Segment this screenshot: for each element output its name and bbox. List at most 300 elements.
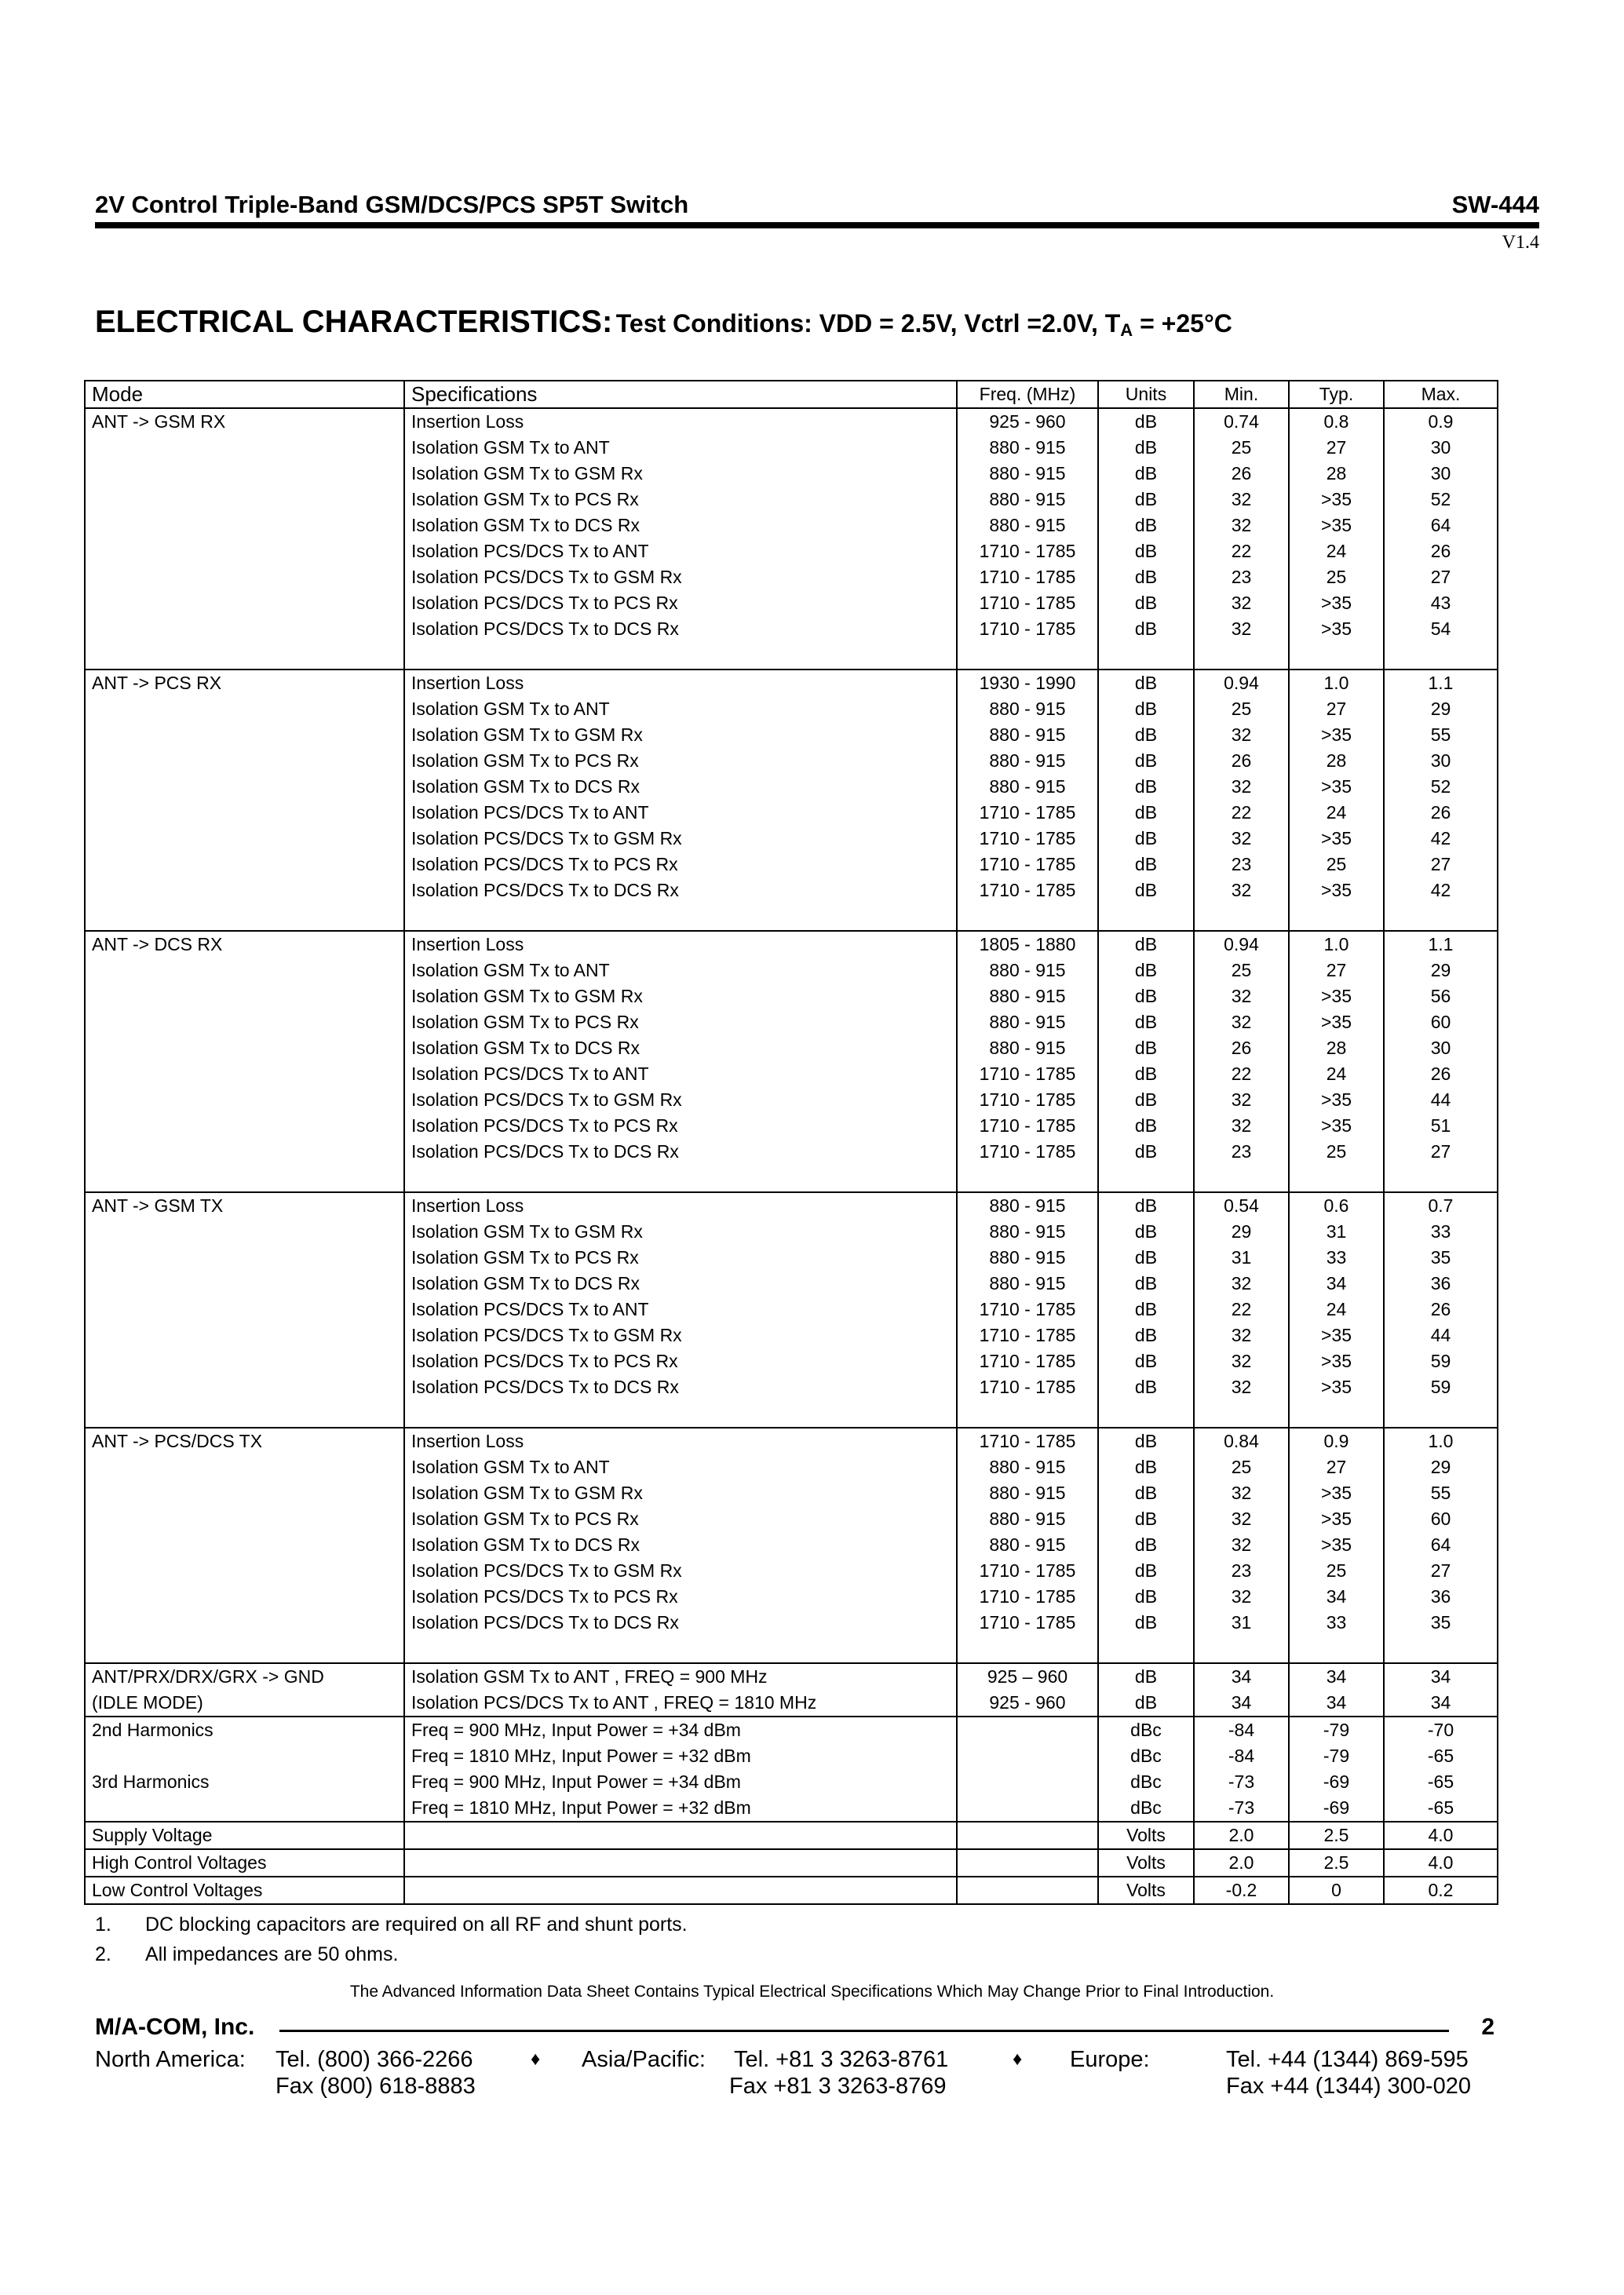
min-cell: 23 [1194,1558,1289,1584]
units-cell: dB [1098,1348,1194,1374]
mode-cell [85,800,404,826]
min-cell [1194,1400,1289,1428]
max-cell: -65 [1384,1743,1498,1769]
typ-cell: 24 [1289,1061,1384,1087]
max-cell: 55 [1384,1480,1498,1506]
freq-cell: 880 - 915 [957,774,1098,800]
min-cell: 31 [1194,1610,1289,1636]
min-cell: -73 [1194,1795,1289,1822]
mode-cell [85,1323,404,1348]
table-row [85,1297,1498,1323]
table-row [85,1558,1498,1584]
spec-cell: Isolation PCS/DCS Tx to GSM Rx [404,564,957,590]
max-cell: 4.0 [1384,1849,1498,1877]
max-cell: 36 [1384,1584,1498,1610]
freq-cell: 880 - 915 [957,1480,1098,1506]
min-cell: 34 [1194,1690,1289,1717]
table-spacer-row [85,642,1498,670]
asia-pacific-tel: Tel. +81 3 3263-8761 [734,2047,949,2072]
freq-cell: 880 - 915 [957,435,1098,461]
spec-cell [404,1849,957,1877]
mode-cell: ANT -> GSM TX [85,1192,404,1219]
freq-cell: 1710 - 1785 [957,1558,1098,1584]
test-conditions: Test Conditions: VDD = 2.5V, Vctrl =2.0V, $T_A = +25^\circ C$ [615,309,1232,340]
spec-cell: Isolation GSM Tx to DCS Rx [404,774,957,800]
freq-cell: 1710 - 1785 [957,564,1098,590]
spec-cell: Isolation GSM Tx to ANT , FREQ = 900 MHz [404,1663,957,1690]
min-cell: 31 [1194,1245,1289,1271]
mode-cell [85,1061,404,1087]
table-row [85,670,1498,696]
table-row [85,408,1498,435]
units-cell: dB [1098,983,1194,1009]
mode-cell: ANT -> DCS RX [85,931,404,958]
freq-cell: 1710 - 1785 [957,800,1098,826]
min-cell: 32 [1194,1374,1289,1400]
typ-cell: 28 [1289,748,1384,774]
min-cell: -84 [1194,1743,1289,1769]
mode-cell [85,1297,404,1323]
spec-cell: Isolation PCS/DCS Tx to GSM Rx [404,1087,957,1113]
table-row [85,1245,1498,1271]
min-cell: 32 [1194,1009,1289,1035]
europe-label: Europe: [1070,2047,1150,2072]
spec-cell: Isolation GSM Tx to PCS Rx [404,1009,957,1035]
table-row [85,616,1498,642]
freq-cell: 880 - 915 [957,748,1098,774]
max-cell: 26 [1384,1061,1498,1087]
table-row [85,1271,1498,1297]
max-cell: -65 [1384,1795,1498,1822]
typ-cell: 28 [1289,461,1384,487]
min-cell: 23 [1194,1139,1289,1165]
freq-cell: 1710 - 1785 [957,878,1098,903]
table-row [85,1139,1498,1165]
table-row [85,1192,1498,1219]
typ-cell: 28 [1289,1035,1384,1061]
units-cell: dB [1098,1480,1194,1506]
table-row [85,852,1498,878]
spec-cell: Insertion Loss [404,670,957,696]
min-cell: 25 [1194,1454,1289,1480]
mode-cell: Supply Voltage [85,1822,404,1849]
max-cell: 30 [1384,748,1498,774]
typ-cell: 31 [1289,1219,1384,1245]
max-cell: 29 [1384,1454,1498,1480]
min-cell: 32 [1194,1480,1289,1506]
spec-cell: Isolation PCS/DCS Tx to ANT [404,1061,957,1087]
max-cell: 27 [1384,564,1498,590]
mode-cell [85,1009,404,1035]
document-title: 2V Control Triple-Band GSM/DCS/PCS SP5T Switch [95,191,689,218]
max-cell [1384,1636,1498,1663]
mode-cell: ANT/PRX/DRX/GRX -> GND [85,1663,404,1690]
mode-cell [85,461,404,487]
spec-cell: Insertion Loss [404,931,957,958]
spec-cell: Isolation PCS/DCS Tx to DCS Rx [404,616,957,642]
min-cell: 32 [1194,878,1289,903]
asia-pacific-fax: Fax +81 3 3263-8769 [729,2074,947,2099]
units-cell: dB [1098,696,1194,722]
typ-cell: 0.8 [1289,408,1384,435]
max-cell: 30 [1384,1035,1498,1061]
min-cell: 32 [1194,1271,1289,1297]
units-cell: dB [1098,852,1194,878]
disclaimer: The Advanced Information Data Sheet Contains Typical Electrical Specifications Which May Change Prior to Final Introduction. [349,1983,1275,2001]
units-cell: dB [1098,958,1194,983]
typ-cell: 24 [1289,1297,1384,1323]
min-cell [1194,903,1289,931]
min-cell: 32 [1194,487,1289,513]
max-cell: 35 [1384,1245,1498,1271]
table-row [85,1113,1498,1139]
spec-cell: Isolation GSM Tx to GSM Rx [404,461,957,487]
units-cell: dB [1098,878,1194,903]
units-cell: dBc [1098,1717,1194,1743]
typ-cell: >35 [1289,1113,1384,1139]
freq-cell: 880 - 915 [957,1192,1098,1219]
units-cell: dB [1098,774,1194,800]
max-cell: 56 [1384,983,1498,1009]
header-rule [95,222,1539,228]
mode-cell: 3rd Harmonics [85,1769,404,1795]
units-cell: dB [1098,670,1194,696]
table-row [85,461,1498,487]
header-typ: Typ. [1289,381,1384,408]
spec-cell: Freq = 1810 MHz, Input Power = +32 dBm [404,1743,957,1769]
min-cell: 0.54 [1194,1192,1289,1219]
min-cell: 22 [1194,1297,1289,1323]
typ-cell: 2.5 [1289,1822,1384,1849]
spec-cell [404,1822,957,1849]
mode-cell [85,1400,404,1428]
units-cell: dB [1098,616,1194,642]
typ-cell: >35 [1289,1323,1384,1348]
typ-cell: 27 [1289,958,1384,983]
table-row [85,1428,1498,1454]
units-cell: dB [1098,1271,1194,1297]
spec-cell: Isolation PCS/DCS Tx to DCS Rx [404,1374,957,1400]
freq-cell [957,642,1098,670]
mode-cell [85,748,404,774]
note-item: 1. DC blocking capacitors are required on all RF and shunt ports. [95,1914,688,1936]
min-cell: 25 [1194,958,1289,983]
units-cell: dB [1098,1087,1194,1113]
units-cell: Volts [1098,1849,1194,1877]
min-cell: 0.94 [1194,670,1289,696]
freq-cell: 1710 - 1785 [957,1139,1098,1165]
mode-cell [85,1245,404,1271]
mode-cell [85,642,404,670]
table-row [85,590,1498,616]
typ-cell: >35 [1289,1532,1384,1558]
mode-cell [85,1795,404,1822]
min-cell: -0.2 [1194,1877,1289,1904]
typ-cell: 24 [1289,538,1384,564]
freq-cell: 1710 - 1785 [957,1061,1098,1087]
mode-cell [85,590,404,616]
typ-cell: >35 [1289,826,1384,852]
mode-cell [85,435,404,461]
mode-cell [85,1139,404,1165]
max-cell: 26 [1384,800,1498,826]
max-cell: 55 [1384,722,1498,748]
typ-cell: >35 [1289,1374,1384,1400]
table-row [85,1849,1498,1877]
freq-cell: 880 - 915 [957,1009,1098,1035]
max-cell: 27 [1384,1558,1498,1584]
notes [95,1910,688,1969]
min-cell: 0.94 [1194,931,1289,958]
table-header-row [85,381,1498,408]
table-row [85,826,1498,852]
typ-cell: >35 [1289,1087,1384,1113]
max-cell: 27 [1384,1139,1498,1165]
diamond-bullet-icon: ♦ [1013,2049,1023,2070]
min-cell: 22 [1194,800,1289,826]
units-cell: dB [1098,1428,1194,1454]
typ-cell: -69 [1289,1795,1384,1822]
mode-cell [85,826,404,852]
freq-cell: 1930 - 1990 [957,670,1098,696]
min-cell [1194,1165,1289,1192]
table-row [85,1663,1498,1690]
max-cell: 30 [1384,461,1498,487]
typ-cell [1289,1165,1384,1192]
mode-cell [85,696,404,722]
freq-cell: 880 - 915 [957,1271,1098,1297]
mode-cell [85,1636,404,1663]
max-cell: 52 [1384,774,1498,800]
units-cell: dB [1098,1139,1194,1165]
freq-cell: 925 - 960 [957,408,1098,435]
table-row [85,748,1498,774]
typ-cell: 34 [1289,1584,1384,1610]
table-row [85,878,1498,903]
typ-cell: 34 [1289,1663,1384,1690]
freq-cell [957,1743,1098,1769]
table-row [85,1795,1498,1822]
min-cell: 32 [1194,774,1289,800]
freq-cell [957,1717,1098,1743]
freq-cell [957,1822,1098,1849]
typ-cell: 2.5 [1289,1849,1384,1877]
mode-cell: High Control Voltages [85,1849,404,1877]
units-cell: dB [1098,1323,1194,1348]
max-cell: 42 [1384,878,1498,903]
units-cell: dB [1098,748,1194,774]
typ-cell: >35 [1289,878,1384,903]
max-cell: 44 [1384,1087,1498,1113]
mode-cell [85,878,404,903]
units-cell [1098,1636,1194,1663]
typ-cell: >35 [1289,1480,1384,1506]
table-row [85,1822,1498,1849]
asia-pacific-label: Asia/Pacific: [582,2047,706,2072]
min-cell: 34 [1194,1663,1289,1690]
units-cell: dB [1098,435,1194,461]
freq-cell [957,903,1098,931]
freq-cell: 880 - 915 [957,696,1098,722]
typ-cell: 25 [1289,852,1384,878]
units-cell: dB [1098,1506,1194,1532]
freq-cell: 1710 - 1785 [957,1584,1098,1610]
units-cell: dB [1098,1009,1194,1035]
table-body [85,408,1498,1904]
max-cell: 1.0 [1384,1428,1498,1454]
typ-cell: 33 [1289,1245,1384,1271]
freq-cell [957,1165,1098,1192]
freq-cell: 925 – 960 [957,1663,1098,1690]
min-cell: 32 [1194,1532,1289,1558]
freq-cell: 1710 - 1785 [957,538,1098,564]
max-cell: 59 [1384,1374,1498,1400]
spec-cell: Freq = 900 MHz, Input Power = +34 dBm [404,1717,957,1743]
units-cell: dBc [1098,1743,1194,1769]
units-cell: dB [1098,408,1194,435]
table-row [85,1061,1498,1087]
min-cell: 25 [1194,435,1289,461]
mode-cell [85,1454,404,1480]
units-cell: dB [1098,826,1194,852]
typ-cell [1289,1400,1384,1428]
spec-cell: Insertion Loss [404,408,957,435]
units-cell: dB [1098,1610,1194,1636]
mode-cell [85,1035,404,1061]
table-spacer-row [85,1400,1498,1428]
spec-cell: Isolation PCS/DCS Tx to GSM Rx [404,826,957,852]
freq-cell: 1710 - 1785 [957,1087,1098,1113]
table-row [85,1009,1498,1035]
min-cell: 32 [1194,1348,1289,1374]
mode-cell [85,1113,404,1139]
units-cell: dB [1098,1192,1194,1219]
freq-cell: 880 - 915 [957,1035,1098,1061]
min-cell: -73 [1194,1769,1289,1795]
typ-cell: 27 [1289,1454,1384,1480]
spec-cell: Freq = 900 MHz, Input Power = +34 dBm [404,1769,957,1795]
table-row [85,800,1498,826]
max-cell: 0.2 [1384,1877,1498,1904]
min-cell: 32 [1194,1113,1289,1139]
freq-cell: 1710 - 1785 [957,1323,1098,1348]
typ-cell: >35 [1289,983,1384,1009]
mode-cell [85,564,404,590]
min-cell: 2.0 [1194,1822,1289,1849]
table-row [85,1374,1498,1400]
spec-cell: Isolation PCS/DCS Tx to DCS Rx [404,1610,957,1636]
min-cell [1194,642,1289,670]
freq-cell: 880 - 915 [957,1454,1098,1480]
freq-cell [957,1877,1098,1904]
mode-cell [85,958,404,983]
max-cell: 29 [1384,696,1498,722]
typ-cell: 0.9 [1289,1428,1384,1454]
max-cell: 26 [1384,538,1498,564]
mode-cell: Low Control Voltages [85,1877,404,1904]
freq-cell: 880 - 915 [957,983,1098,1009]
units-cell [1098,642,1194,670]
header-min: Min. [1194,381,1289,408]
units-cell: dB [1098,931,1194,958]
mode-cell [85,1506,404,1532]
spec-cell: Insertion Loss [404,1192,957,1219]
typ-cell: >35 [1289,722,1384,748]
typ-cell: 25 [1289,564,1384,590]
units-cell: dB [1098,1245,1194,1271]
mode-cell [85,1584,404,1610]
header-mode: Mode [85,381,404,408]
mode-cell [85,1558,404,1584]
table-row [85,564,1498,590]
spec-cell: Isolation GSM Tx to GSM Rx [404,1219,957,1245]
units-cell: dB [1098,487,1194,513]
freq-cell: 1710 - 1785 [957,1374,1098,1400]
table-row [85,435,1498,461]
table-row [85,1219,1498,1245]
min-cell: 32 [1194,1323,1289,1348]
freq-cell: 1710 - 1785 [957,590,1098,616]
max-cell: 64 [1384,1532,1498,1558]
mode-cell [85,1532,404,1558]
table-spacer-row [85,1636,1498,1663]
freq-cell: 880 - 915 [957,513,1098,538]
typ-cell: -79 [1289,1717,1384,1743]
max-cell [1384,642,1498,670]
freq-cell: 880 - 915 [957,958,1098,983]
mode-cell [85,774,404,800]
max-cell: 0.7 [1384,1192,1498,1219]
max-cell: 60 [1384,1009,1498,1035]
units-cell: dB [1098,1558,1194,1584]
mode-cell: ANT -> GSM RX [85,408,404,435]
typ-cell: >35 [1289,1348,1384,1374]
max-cell: 34 [1384,1690,1498,1717]
typ-cell: 1.0 [1289,931,1384,958]
freq-cell: 1710 - 1785 [957,1113,1098,1139]
freq-cell [957,1636,1098,1663]
min-cell: 32 [1194,513,1289,538]
table-row [85,1690,1498,1717]
freq-cell [957,1400,1098,1428]
units-cell [1098,1400,1194,1428]
typ-cell: >35 [1289,1009,1384,1035]
mode-cell [85,1743,404,1769]
typ-cell: 0 [1289,1877,1384,1904]
min-cell: 32 [1194,983,1289,1009]
max-cell: -70 [1384,1717,1498,1743]
min-cell: 0.74 [1194,408,1289,435]
table-spacer-row [85,1165,1498,1192]
min-cell: 32 [1194,616,1289,642]
min-cell: 26 [1194,748,1289,774]
electrical-characteristics-table [84,380,1498,1905]
spec-cell [404,1165,957,1192]
units-cell: dB [1098,461,1194,487]
freq-cell [957,1795,1098,1822]
typ-cell: 34 [1289,1271,1384,1297]
units-cell: dBc [1098,1795,1194,1822]
spec-cell: Isolation GSM Tx to DCS Rx [404,1035,957,1061]
spec-cell: Isolation PCS/DCS Tx to ANT [404,1297,957,1323]
freq-cell: 880 - 915 [957,1532,1098,1558]
min-cell: 26 [1194,1035,1289,1061]
footer-rule [279,2030,1449,2032]
diamond-bullet-icon: ♦ [531,2049,541,2070]
max-cell [1384,1400,1498,1428]
units-cell [1098,903,1194,931]
max-cell: 29 [1384,958,1498,983]
